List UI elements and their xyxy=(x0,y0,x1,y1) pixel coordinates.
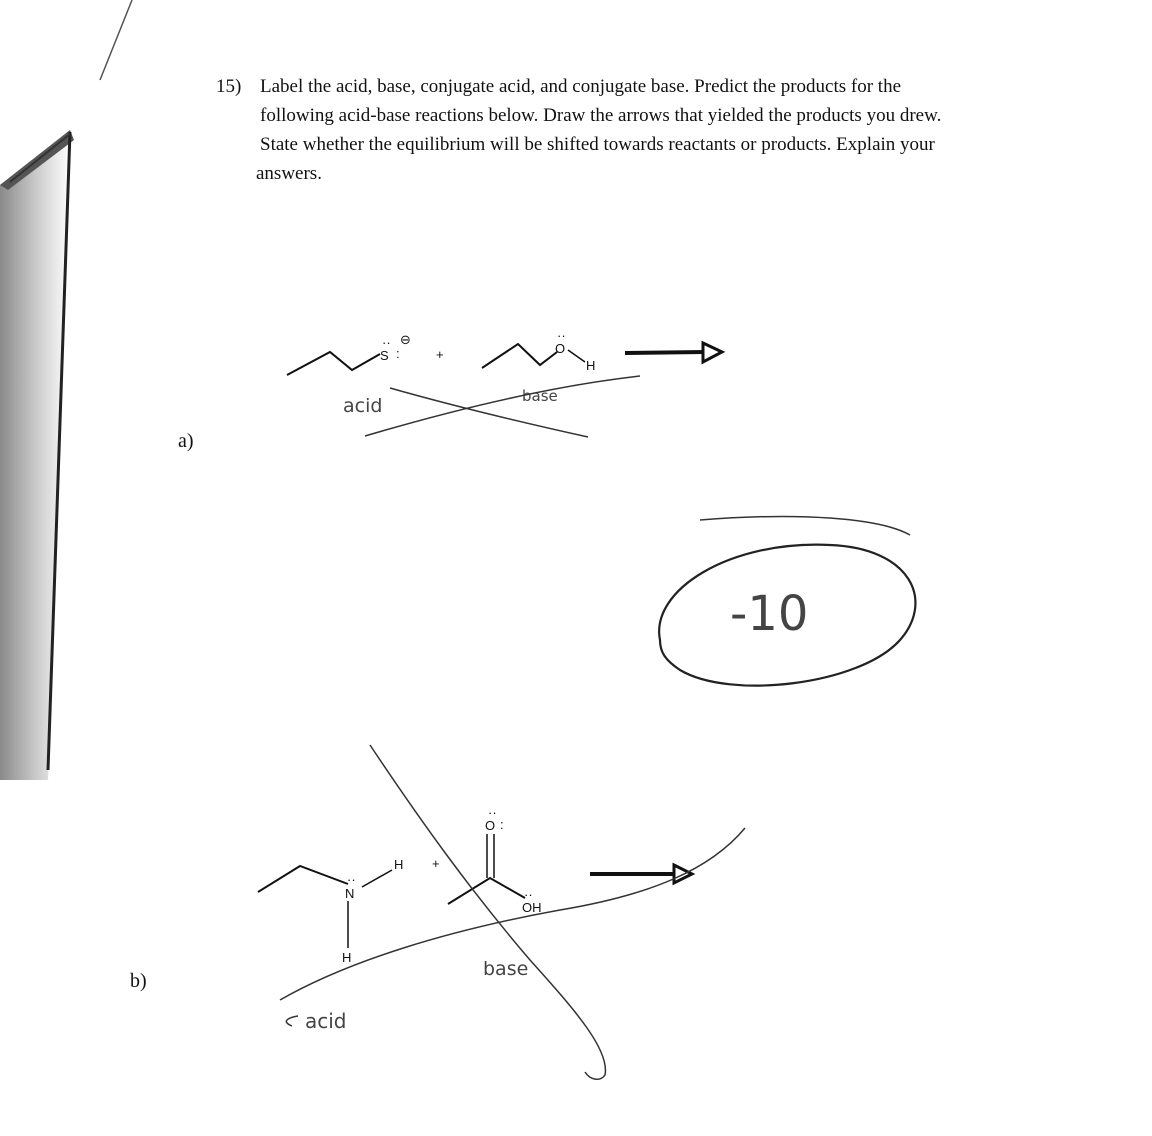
acid-annotation-stroke xyxy=(286,1016,298,1026)
oh-bond xyxy=(568,350,585,362)
question-line-3: State whether the equilibrium will be shifted towards reactants or products. Explain your xyxy=(260,134,935,155)
negative-charge: ⊖ xyxy=(400,332,411,347)
amine-hydrogen-bottom: H xyxy=(342,950,352,965)
amine-hydrogen-right: H xyxy=(394,857,404,872)
carbonyl-lone-pair: ·· xyxy=(488,805,497,820)
oxygen-lone-pair: ·· xyxy=(557,328,566,343)
strike-line-a1 xyxy=(365,376,640,436)
arrow-head-a xyxy=(703,343,722,362)
nh-bond-right xyxy=(362,870,392,887)
thiolate-sulfur: S xyxy=(380,348,389,363)
strike-line-b1 xyxy=(370,745,605,1079)
score-value: -10 xyxy=(730,586,809,642)
question-number: 15) xyxy=(216,76,242,97)
alcohol-oxygen: O xyxy=(555,341,566,356)
part-b-label: b) xyxy=(130,970,147,992)
alcohol-chain xyxy=(482,344,557,368)
question-line-4: answers. xyxy=(256,163,322,184)
sulfur-lone-pair-side: : xyxy=(396,346,400,361)
acid-skeleton xyxy=(448,878,525,904)
strike-line-a2 xyxy=(390,388,588,437)
carbonyl-lone-pair-side: : xyxy=(500,817,504,832)
question-line-2: following acid-base reactions below. Draw the arrows that yielded the products you drew. xyxy=(260,105,942,126)
hydroxyl-lone-pair: ·· xyxy=(524,887,533,902)
amine-chain xyxy=(258,866,348,892)
nitrogen-lone-pair: ·· xyxy=(347,872,356,887)
score-mark xyxy=(659,516,915,685)
plus-sign-b: + xyxy=(432,856,440,871)
annotation-acid-b: acid xyxy=(305,1009,347,1033)
amine-nitrogen: N xyxy=(345,886,355,901)
reaction-arrow-a xyxy=(625,352,705,353)
alcohol-hydrogen: H xyxy=(586,358,596,373)
annotation-base-a: base xyxy=(522,387,558,405)
annotation-acid-a: acid xyxy=(343,395,383,417)
part-a-label: a) xyxy=(178,430,194,452)
sulfur-lone-pair: ·· xyxy=(382,335,391,350)
question-line-1: Label the acid, base, conjugate acid, and conjugate base. Predict the products for the xyxy=(260,76,901,97)
score-circle-tail xyxy=(700,516,910,535)
reaction-b xyxy=(258,745,745,1079)
thiolate-chain xyxy=(287,352,380,375)
annotation-base-b: base xyxy=(483,958,529,980)
reaction-a xyxy=(287,328,722,437)
hydroxyl-group: OH xyxy=(522,900,542,915)
plus-sign-a: + xyxy=(436,347,444,362)
carbonyl-oxygen: O xyxy=(485,818,496,833)
